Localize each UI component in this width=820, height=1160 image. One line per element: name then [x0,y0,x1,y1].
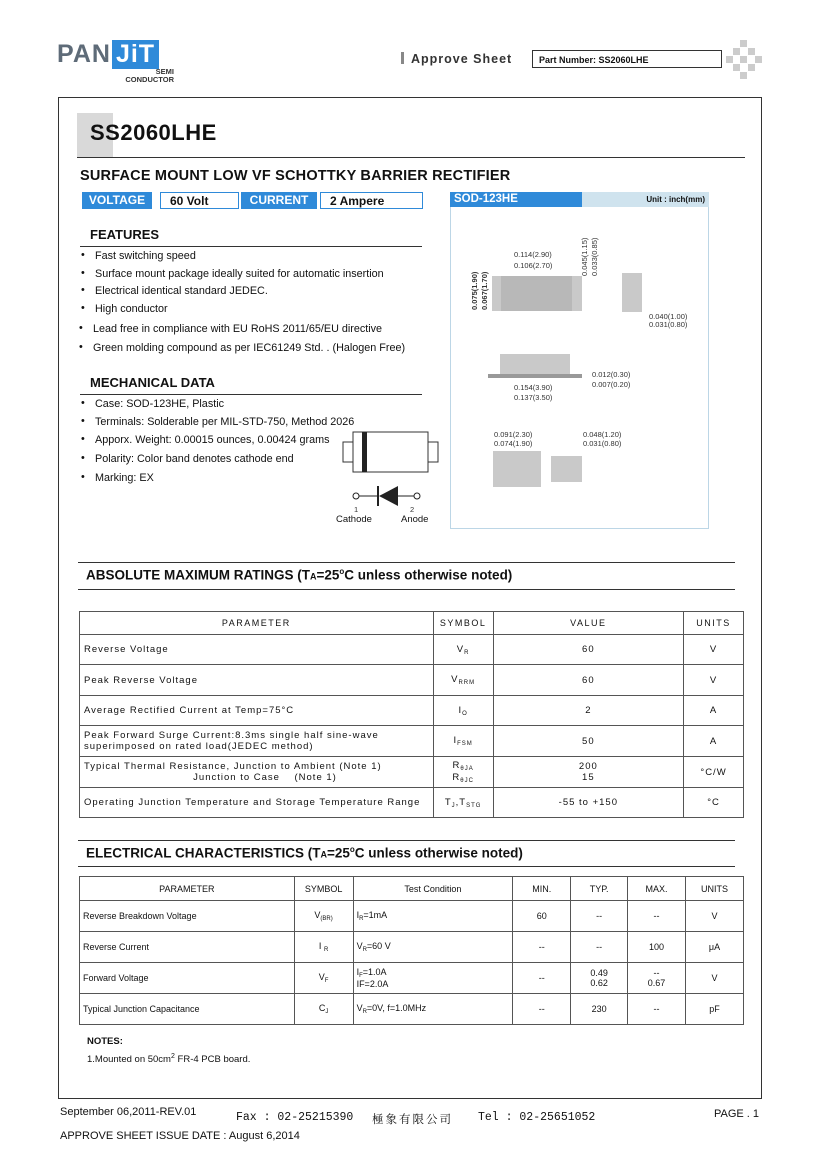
decorative-squares-icon [726,40,762,80]
feature-item: • Fast switching speed [81,250,196,262]
note-1 [87,1053,250,1065]
symbol-text: V [314,910,321,920]
value-cell: 50 [493,726,683,757]
dim-length-min: 0.137(3.50) [514,393,553,402]
cond-text: V [356,1003,363,1013]
col-header: Test Condition [353,877,513,901]
mechanical-item: • Case: SOD-123HE, Plastic [81,398,224,410]
current-value-chip: 2 Ampere [320,192,423,209]
footer-fax: Fax : 02-25215390 [236,1111,354,1124]
col-header: VALUE [493,612,683,635]
dim-height-max: 0.045(1.15) [580,237,589,276]
logo-sub-semi: SEMI [155,67,174,76]
dim-thickness-max: 0.040(1.00) [649,312,688,321]
pad-small [551,456,582,482]
table-header-row [80,877,744,901]
param-line-2: Junction to Case (Note 1) [84,772,337,783]
unit-cell: °C/W [684,757,744,788]
dim-lead-max: 0.012(0.30) [592,370,631,379]
max-cell [628,963,686,994]
feature-item: • Electrical identical standard JEDEC. [81,285,268,297]
col-header: SYMBOL [433,612,493,635]
top-view-center [501,276,572,311]
unit-cell: V [684,635,744,665]
electrical-top-rule [78,840,735,841]
dim-thickness-min: 0.031(0.80) [649,320,688,329]
cond-sub: R [362,947,367,953]
footer-date-rev: September 06,2011-REV.01 [60,1106,197,1118]
col-header: MIN. [513,877,571,901]
mechanical-item: • Polarity: Color band denotes cathode end [81,453,294,465]
feature-item: • Lead free in compliance with EU RoHS 2011/65/EU directive [79,323,382,335]
electrical-bottom-rule [78,866,735,867]
symbol-text: R [452,760,461,771]
note-1-pre: 1.Mounted on 50cm [87,1054,171,1066]
param-line-1: Peak Forward Surge Current:8.3ms single half sine-wave [84,730,379,741]
cathode-label: Cathode [336,514,372,525]
electrical-heading-sup: o [349,845,355,854]
value-cell: -55 to +150 [493,788,683,818]
table-row [80,963,744,994]
device-description: SURFACE MOUNT LOW VF SCHOTTKY BARRIER RECTIFIER [80,168,511,184]
symbol-text: V [318,972,325,982]
symbol-text-2: R [452,772,461,783]
logo-pan-text: PAN [57,40,111,68]
mechanical-item: • Marking: EX [81,472,154,484]
dim-pad-a-max: 0.091(2.30) [494,430,533,439]
cathode-pin-number: 1 [354,505,359,514]
side-view-leads [488,374,582,378]
col-header: MAX. [628,877,686,901]
footer-tel: Tel : 02-25651052 [478,1111,596,1124]
cond-rest: =1.0A [362,967,387,977]
anode-pin-number: 2 [410,505,415,514]
abs-max-top-rule [78,562,735,563]
package-unit: Unit : inch(mm) [582,192,709,207]
symbol-cell [433,726,493,757]
table-header-row [80,612,744,635]
table-row [80,635,744,665]
table-row [80,757,744,788]
electrical-table [79,876,744,1025]
symbol-text: V [456,643,465,655]
col-header: PARAMETER [80,877,295,901]
value-line-1: 200 [578,761,598,772]
approve-sheet-label: Approve Sheet [401,52,512,66]
dim-width-min: 0.106(2.70) [514,261,553,270]
max-line-1: -- [653,968,660,978]
col-header: SYMBOL [294,877,353,901]
logo-jit-text: JiT [112,40,159,69]
unit-cell: A [684,696,744,726]
max-line-2: 0.67 [647,978,666,988]
col-header: UNITS [684,612,744,635]
table-row [80,788,744,818]
abs-max-heading-sub: A [309,571,317,582]
symbol-cell [433,696,493,726]
symbol-sub: F [324,978,329,984]
part-number-box: Part Number: SS2060LHE [532,50,722,68]
footer-company: 極象有限公司 [372,1112,453,1126]
symbol-text: I [453,735,458,746]
symbol-sub-2: θJC [460,778,474,784]
unit-cell: pF [686,994,744,1025]
cond-sub: R [359,916,364,922]
table-row [80,665,744,696]
features-heading: FEATURES [90,227,160,242]
max-cell: -- [628,901,686,932]
symbol-sub: R [464,649,470,656]
electrical-heading-post: C unless otherwise noted) [354,845,523,861]
symbol-cell [294,901,353,932]
param-line-1: Typical Thermal Resistance, Junction to Ambient (Note 1) [84,761,382,772]
unit-cell: μA [686,932,744,963]
electrical-heading-sub: A [320,849,327,860]
diode-symbol-icon [350,484,430,508]
abs-max-heading-post: C unless otherwise noted) [344,567,513,583]
symbol-mid: ,T [455,796,467,808]
typ-cell [571,963,628,994]
value-line-2: 15 [582,772,595,783]
typ-cell: 230 [571,994,628,1025]
current-label-chip: CURRENT [241,192,317,209]
condition-cell [353,994,513,1025]
side-view-body [500,354,570,376]
dim-side-max: 0.075(1.90) [470,271,479,310]
col-header: TYP. [571,877,628,901]
symbol-sub: O [462,710,468,717]
company-logo [57,40,159,69]
typ-cell: -- [571,901,628,932]
dim-pad-b-min: 0.031(0.80) [583,439,622,448]
symbol-sub: RRM [458,680,476,686]
cond-rest: =60 V [366,941,391,951]
notes-heading: NOTES: [87,1036,123,1047]
symbol-cell [433,788,493,818]
symbol-text: T [444,796,452,808]
symbol-sub: R [323,947,329,953]
unit-cell: V [686,901,744,932]
param-line-2: superimposed on rated load(JEDEC method) [84,741,314,752]
cond-text: I [356,910,360,920]
value-cell: 60 [493,665,683,696]
symbol-sub: FSM [457,741,473,747]
cond-sub: R [362,1009,367,1015]
param-cell: Forward Voltage [80,963,295,994]
symbol-cell [433,665,493,696]
symbol-text: I [458,704,463,716]
dim-side-min: 0.067(1.70) [480,271,489,310]
symbol-cell [294,994,353,1025]
typ-cell: -- [571,932,628,963]
symbol-text: I [318,941,322,951]
table-row [80,726,744,757]
condition-cell [353,932,513,963]
feature-item: • Surface mount package ideally suited for automatic insertion [81,268,384,280]
param-cell: Average Rectified Current at Temp=75°C [80,696,434,726]
footer-issue-date: APPROVE SHEET ISSUE DATE : August 6,2014 [60,1130,300,1142]
param-cell: Operating Junction Temperature and Storage Temperature Range [80,788,434,818]
feature-item: • Green molding compound as per IEC61249 Std. . (Halogen Free) [79,342,405,354]
param-cell: Reverse Current [80,932,295,963]
page-title: SS2060LHE [90,120,217,145]
electrical-heading-pre: ELECTRICAL CHARACTERISTICS (T [86,845,321,861]
cond-rest: =1mA [363,910,388,920]
anode-label: Anode [401,514,429,525]
dim-pad-b-max: 0.048(1.20) [583,430,622,439]
pad-large [493,451,541,487]
abs-max-heading [86,567,512,583]
dim-lead-min: 0.007(0.20) [592,380,631,389]
min-cell: -- [513,932,571,963]
package-polarity-drawing [340,428,440,478]
min-cell: 60 [513,901,571,932]
end-view-body [622,273,642,312]
unit-cell: V [686,963,744,994]
symbol-sub: (BR) [320,916,333,922]
max-cell: 100 [628,932,686,963]
table-row [80,696,744,726]
unit-cell: °C [684,788,744,818]
symbol-cell [433,635,493,665]
min-cell: -- [513,963,571,994]
dim-width-max: 0.114(2.90) [514,250,552,259]
voltage-value-chip: 60 Volt [160,192,239,209]
symbol-sub: θJA [460,766,474,772]
mechanical-item: • Terminals: Solderable per MIL-STD-750, Method 2026 [81,416,354,428]
electrical-heading-mid: =25 [327,845,350,861]
param-cell [80,757,434,788]
title-divider [77,157,745,158]
dim-height-min: 0.033(0.85) [590,237,599,276]
abs-max-heading-mid: =25 [316,567,340,583]
logo-sub-conductor: CONDUCTOR [125,75,174,84]
cond-text: V [356,941,363,951]
symbol-sub-2: STG [466,802,482,809]
package-name: SOD-123HE [450,192,582,207]
symbol-cell [433,757,493,788]
table-row [80,994,744,1025]
voltage-label-chip: VOLTAGE [82,192,152,209]
cond-rest: =0V, f=1.0MHz [366,1003,427,1013]
abs-max-table [79,611,744,818]
table-row [80,901,744,932]
dim-length-max: 0.154(3.90) [514,383,553,392]
footer-page: PAGE . 1 [714,1108,760,1120]
symbol-sub: J [325,1009,329,1015]
param-cell: Typical Junction Capacitance [80,994,295,1025]
abs-max-heading-pre: ABSOLUTE MAXIMUM RATINGS (T [86,567,310,583]
param-cell: Reverse Voltage [80,635,434,665]
col-header: PARAMETER [80,612,434,635]
typ-line-2: 0.62 [590,978,608,988]
param-cell [80,726,434,757]
value-cell [493,757,683,788]
cond-line-2: IF=2.0A [356,979,389,989]
mechanical-item: • Apporx. Weight: 0.00015 ounces, 0.00424 grams [81,434,329,446]
value-cell: 2 [493,696,683,726]
mechanical-heading: MECHANICAL DATA [90,375,215,390]
condition-cell [353,963,513,994]
symbol-cell [294,963,353,994]
cond-sub: F [359,973,363,979]
dim-pad-a-min: 0.074(1.90) [494,439,533,448]
col-header: UNITS [686,877,744,901]
min-cell: -- [513,994,571,1025]
symbol-text: C [318,1003,326,1013]
condition-cell [353,901,513,932]
param-cell: Peak Reverse Voltage [80,665,434,696]
features-divider [80,246,422,247]
symbol-sub: J [451,802,456,809]
note-1-post: FR-4 PCB board. [174,1054,251,1066]
unit-cell: V [684,665,744,696]
mechanical-divider [80,394,422,395]
abs-max-heading-sup: o [339,567,345,576]
symbol-text: V [451,674,459,685]
abs-max-bottom-rule [78,589,735,590]
typ-line-1: 0.49 [590,968,608,978]
max-cell: -- [628,994,686,1025]
feature-item: • High conductor [81,303,168,315]
electrical-heading [86,845,523,861]
unit-cell: A [684,726,744,757]
value-cell: 60 [493,635,683,665]
symbol-cell [294,932,353,963]
table-row [80,932,744,963]
note-1-sup: 2 [170,1053,175,1060]
cond-text: I [356,967,360,977]
param-cell: Reverse Breakdown Voltage [80,901,295,932]
logo-subtext [122,68,174,84]
